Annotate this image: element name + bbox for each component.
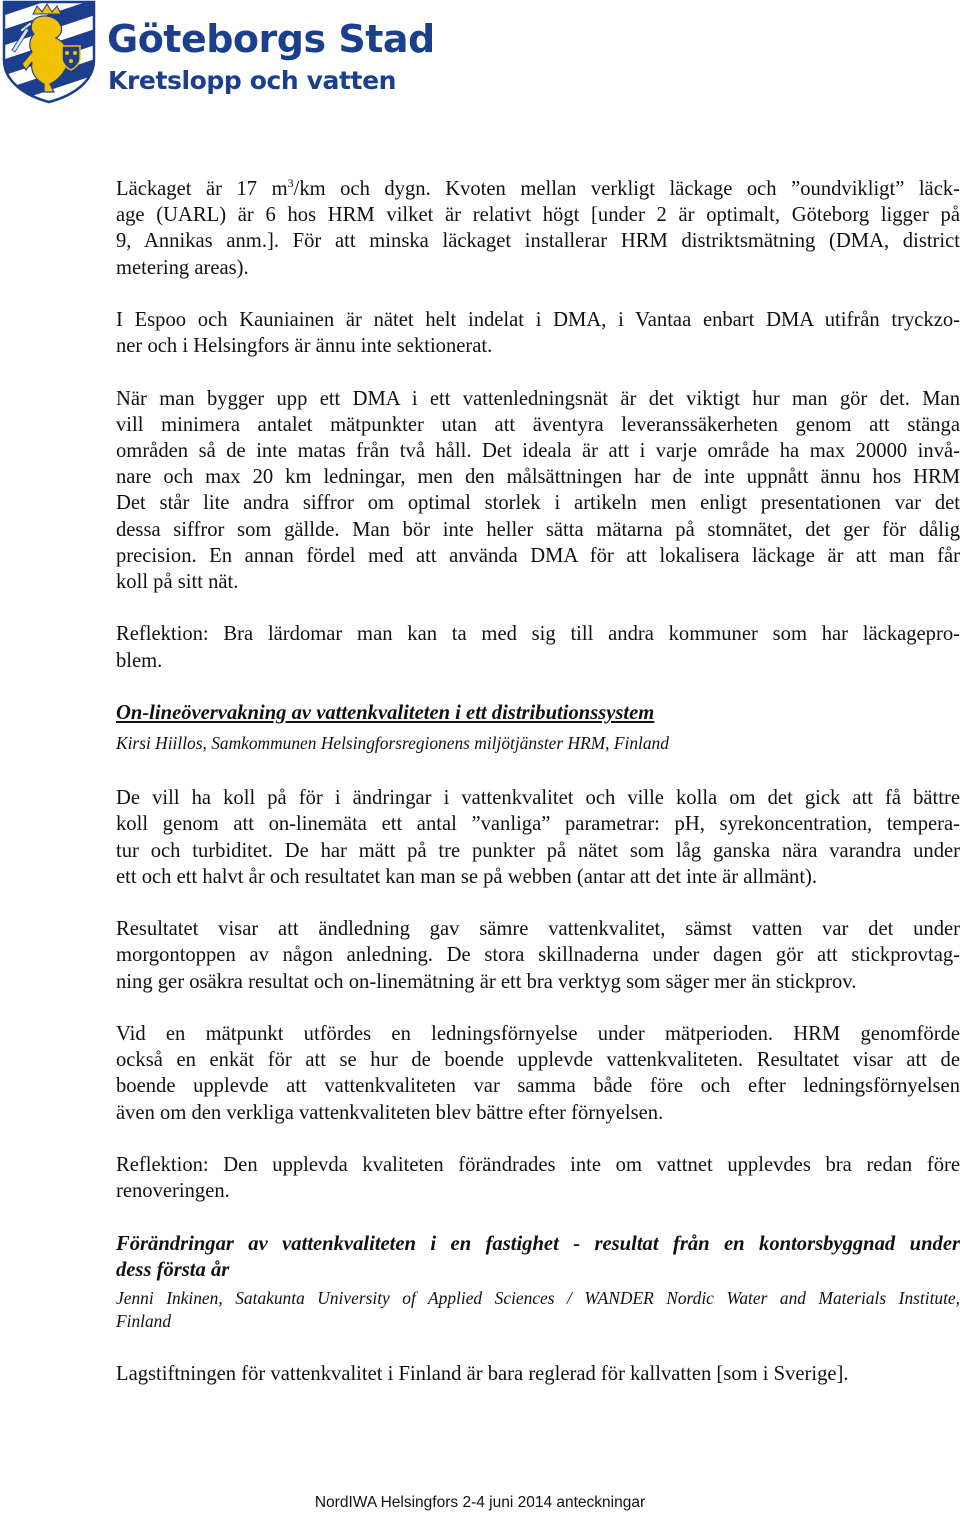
text-line: nare och max 20 km ledningar, men den målsättningen har de inte uppnått ännu hos HRM bbox=[116, 466, 960, 489]
author-line: Finland bbox=[116, 1311, 172, 1331]
text-line: ning ger osäkra resultat och on-linemätning är ett bra verktyg som säger mer än stickprov. bbox=[116, 970, 857, 993]
paragraph-espoo bbox=[116, 307, 960, 359]
text-line: blem. bbox=[116, 649, 163, 672]
paragraph-leakage bbox=[116, 176, 960, 281]
text-line: koll genom att on-linemäta ett antal ”vanliga” parametrar: pH, syrekoncentration, tempera- bbox=[116, 813, 960, 836]
text-line: Reflektion: Den upplevda kvaliteten förändrades inte om vattnet upplevdes bra redan före bbox=[116, 1154, 960, 1176]
document-body bbox=[116, 176, 960, 1387]
text-line: Vid en mätpunkt utfördes en ledningsförnyelse under mätperioden. HRM genomförde bbox=[116, 1023, 960, 1045]
organization-name: Göteborgs Stad bbox=[107, 17, 435, 61]
text-line: I Espoo och Kauniainen är nätet helt indelat i DMA, i Vantaa enbart DMA utifrån tryckzo- bbox=[116, 309, 960, 331]
page-header bbox=[0, 0, 960, 110]
text-line: Reflektion: Bra lärdomar man kan ta med sig till andra kommuner som har läckagepro- bbox=[116, 623, 960, 646]
section-title: On-lineövervakning av vattenkvaliteten i ett distributionssystem bbox=[116, 702, 655, 724]
text-line: När man bygger upp ett DMA i ett vattenledningsnät är det viktigt hur man gör det. Man bbox=[116, 387, 960, 410]
text-line: vill minimera antalet mätpunkter utan att äventyra leveranssäkerheten genom att stänga bbox=[116, 413, 960, 436]
paragraph-reflection-1 bbox=[116, 621, 960, 673]
text-line: Lagstiftningen för vattenkvalitet i Finland är bara reglerad för kallvatten [som i Sverige]. bbox=[116, 1363, 849, 1385]
text-line: också en enkät för att se hur de boende upplevde vattenkvaliteten. Resultatet visar att de bbox=[116, 1049, 960, 1072]
text-line: 9, Annikas anm.]. För att minska läckaget installerar HRM distriktsmätning (DMA, district bbox=[116, 230, 960, 253]
text-line: även om den verkliga vattenkvaliteten blev bättre efter förnyelsen. bbox=[116, 1101, 664, 1124]
author-line: Kirsi Hiillos, Samkommunen Helsingforsregionens miljötjänster HRM, Finland bbox=[116, 733, 669, 754]
paragraph-results bbox=[116, 916, 960, 995]
text-line: koll på sitt nät. bbox=[116, 571, 239, 594]
text-line: dessa siffror som gällde. Man bör inte heller sätta mätarna på stomnätet, det ger för dålig bbox=[116, 518, 960, 541]
paragraph-dma bbox=[116, 386, 960, 596]
text-line: De vill ha koll på för i ändringar i vattenkvalitet och ville kolla om det gick att få bättre bbox=[116, 787, 960, 810]
author-line: Jenni Inkinen, Satakunta University of Applied Sciences / WANDER Nordic Water and Materials Institute, bbox=[116, 1288, 960, 1308]
text-line: boende upplevde att vattenkvaliteten var samma både före och efter ledningsförnyelsen bbox=[116, 1075, 960, 1098]
section-heading-online-monitoring bbox=[116, 700, 960, 726]
section-heading-building-water bbox=[116, 1231, 960, 1283]
section-author bbox=[116, 732, 960, 755]
gothenburg-coat-of-arms-icon bbox=[0, 0, 98, 104]
text-line: Det står lite andra siffror om optimal storlek i artikeln men enligt presentationen var det bbox=[116, 492, 960, 515]
text-line: tur och turbiditet. De har mätt på tre punkter på nätet som låg ganska nära varandra under bbox=[116, 839, 960, 862]
department-name: Kretslopp och vatten bbox=[108, 66, 397, 95]
section-title: Förändringar av vattenkvaliteten i en fastighet - resultat från en kontorsbyggnad under bbox=[116, 1232, 960, 1255]
text-line: Resultatet visar att ändledning gav sämre vattenkvalitet, sämst vatten var det under bbox=[116, 918, 960, 941]
paragraph-reflection-2 bbox=[116, 1152, 960, 1204]
paragraph-legislation bbox=[116, 1361, 960, 1387]
text-line: morgontoppen av någon anledning. De stora skillnaderna under dagen gör att stickprovtag- bbox=[116, 944, 960, 967]
text-line: age (UARL) är 6 hos HRM vilket är relativt högt [under 2 är optimalt, Göteborg ligger på bbox=[116, 204, 960, 227]
text-line: områden så de inte matas från två håll. Det ideala är att i varje område ha max 20000 invå- bbox=[116, 440, 960, 462]
text-line: Läckaget är 17 $m^3/km$ och dygn. Kvoten mellan verkligt läckage och ”oundvikligt” läck- bbox=[116, 176, 960, 200]
text-line: precision. En annan fördel med att använda DMA för att lokalisera läckage är att man får bbox=[116, 544, 960, 567]
section-title: dess första år bbox=[116, 1258, 230, 1281]
text-line: ner och i Helsingfors är ännu inte sektionerat. bbox=[116, 335, 493, 358]
text-line: metering areas). bbox=[116, 256, 249, 279]
page-footer: NordIWA Helsingfors 2-4 juni 2014 anteckningar bbox=[314, 1494, 646, 1511]
text-line: ett och ett halvt år och resultatet kan man se på webben (antar att det inte är allmänt). bbox=[116, 865, 818, 888]
section-author bbox=[116, 1287, 960, 1333]
paragraph-renewal bbox=[116, 1021, 960, 1126]
text-line: renoveringen. bbox=[116, 1180, 230, 1203]
paragraph-online-measure bbox=[116, 785, 960, 890]
